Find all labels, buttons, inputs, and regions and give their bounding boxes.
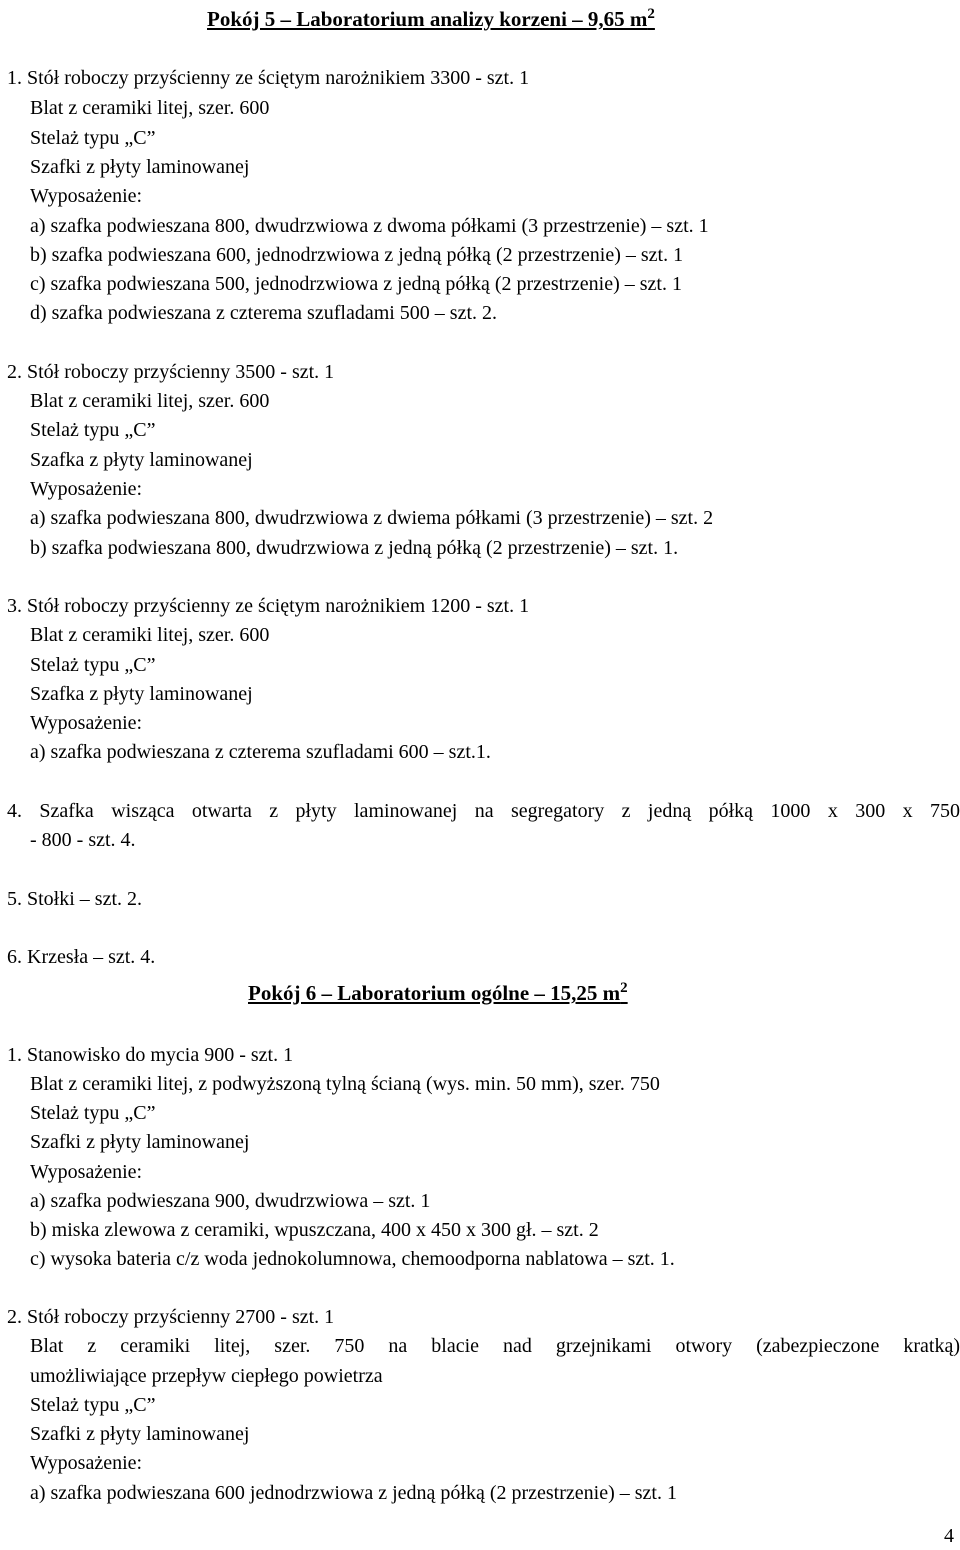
room5-item1-line7: c) szafka podwieszana 500, jednodrzwiowa z jedną półką (2 przestrzenie) – szt. 1 [30, 273, 682, 295]
room5-item5-line0: 5. Stołki – szt. 2. [7, 888, 143, 910]
room6-item2-line0: 2. Stół roboczy przyścienny 2700 - szt. 1 [7, 1306, 335, 1328]
room6-item1-line5: a) szafka podwieszana 900, dwudrzwiowa – szt. 1 [30, 1190, 431, 1212]
room5-item2-line2: Stelaż typu „C” [30, 419, 156, 441]
room6-title: Pokój 6 – Laboratorium ogólne – 15,25 m [248, 981, 621, 1005]
room6-item2-line2: umożliwiające przepływ ciepłego powietrza [30, 1365, 383, 1387]
room5-item3-line5: a) szafka podwieszana z czterema szufladami 600 – szt.1. [30, 741, 491, 763]
room5-item2-line0: 2. Stół roboczy przyścienny 3500 - szt. 1 [7, 361, 335, 383]
room6-item1-line1: Blat z ceramiki litej, z podwyższoną tylną ścianą (wys. min. 50 mm), szer. 750 [30, 1073, 660, 1095]
room5-title-sup: 2 [647, 6, 655, 22]
room5-item3-line0: 3. Stół roboczy przyścienny ze ściętym narożnikiem 1200 - szt. 1 [7, 595, 530, 617]
room6-item1-line4: Wyposażenie: [30, 1161, 143, 1183]
room5-item2-line5: a) szafka podwieszana 800, dwudrzwiowa z dwiema półkami (3 przestrzenie) – szt. 2 [30, 507, 714, 529]
room5-item3-line1: Blat z ceramiki litej, szer. 600 [30, 624, 270, 646]
room5-item4-line0: 4. Szafka wisząca otwarta z płyty laminowanej na segregatory z jedną półką 1000 x 300 x 750 [7, 800, 960, 822]
room5-item1-line2: Stelaż typu „C” [30, 127, 156, 149]
room6-heading [248, 980, 628, 1006]
room5-item3-line2: Stelaż typu „C” [30, 654, 156, 676]
room5-item6-line0: 6. Krzesła – szt. 4. [7, 946, 156, 968]
room6-item1-line2: Stelaż typu „C” [30, 1102, 156, 1124]
room6-item1-line3: Szafki z płyty laminowanej [30, 1131, 250, 1153]
room5-item1-line5: a) szafka podwieszana 800, dwudrzwiowa z dwoma półkami (3 przestrzenie) – szt. 1 [30, 215, 709, 237]
room5-heading [207, 6, 655, 32]
room5-item1-line0: 1. Stół roboczy przyścienny ze ściętym narożnikiem 3300 - szt. 1 [7, 67, 530, 89]
room5-item3-line3: Szafka z płyty laminowanej [30, 683, 253, 705]
room5-item1-line8: d) szafka podwieszana z czterema szufladami 500 – szt. 2. [30, 302, 498, 324]
room5-item4-line1: - 800 - szt. 4. [30, 829, 136, 851]
page-number: 4 [944, 1525, 954, 1547]
room5-title: Pokój 5 – Laboratorium analizy korzeni – 9,65 m [207, 7, 648, 31]
room5-item1-line3: Szafki z płyty laminowanej [30, 156, 250, 178]
room5-item1-line6: b) szafka podwieszana 600, jednodrzwiowa z jedną półką (2 przestrzenie) – szt. 1 [30, 244, 684, 266]
room6-item2-line5: Wyposażenie: [30, 1452, 143, 1474]
room6-item1-line6: b) miska zlewowa z ceramiki, wpuszczana, 400 x 450 x 300 gł. – szt. 2 [30, 1219, 599, 1241]
room5-item1-line4: Wyposażenie: [30, 185, 143, 207]
room5-item3-line4: Wyposażenie: [30, 712, 143, 734]
room5-item2-line1: Blat z ceramiki litej, szer. 600 [30, 390, 270, 412]
room6-item2-line3: Stelaż typu „C” [30, 1394, 156, 1416]
room6-title-sup: 2 [620, 980, 628, 996]
room6-item1-line7: c) wysoka bateria c/z woda jednokolumnowa, chemoodporna nablatowa – szt. 1. [30, 1248, 675, 1270]
room6-item1-line0: 1. Stanowisko do mycia 900 - szt. 1 [7, 1044, 294, 1066]
room6-item2-line1: Blat z ceramiki litej, szer. 750 na blacie nad grzejnikami otwory (zabezpieczone kratką) [30, 1335, 960, 1357]
room6-item2-line4: Szafki z płyty laminowanej [30, 1423, 250, 1445]
room5-item2-line4: Wyposażenie: [30, 478, 143, 500]
room5-item1-line1: Blat z ceramiki litej, szer. 600 [30, 97, 270, 119]
room6-item2-line6: a) szafka podwieszana 600 jednodrzwiowa z jedną półką (2 przestrzenie) – szt. 1 [30, 1482, 677, 1504]
room5-item2-line6: b) szafka podwieszana 800, dwudrzwiowa z jedną półką (2 przestrzenie) – szt. 1. [30, 537, 679, 559]
room5-item2-line3: Szafka z płyty laminowanej [30, 449, 253, 471]
